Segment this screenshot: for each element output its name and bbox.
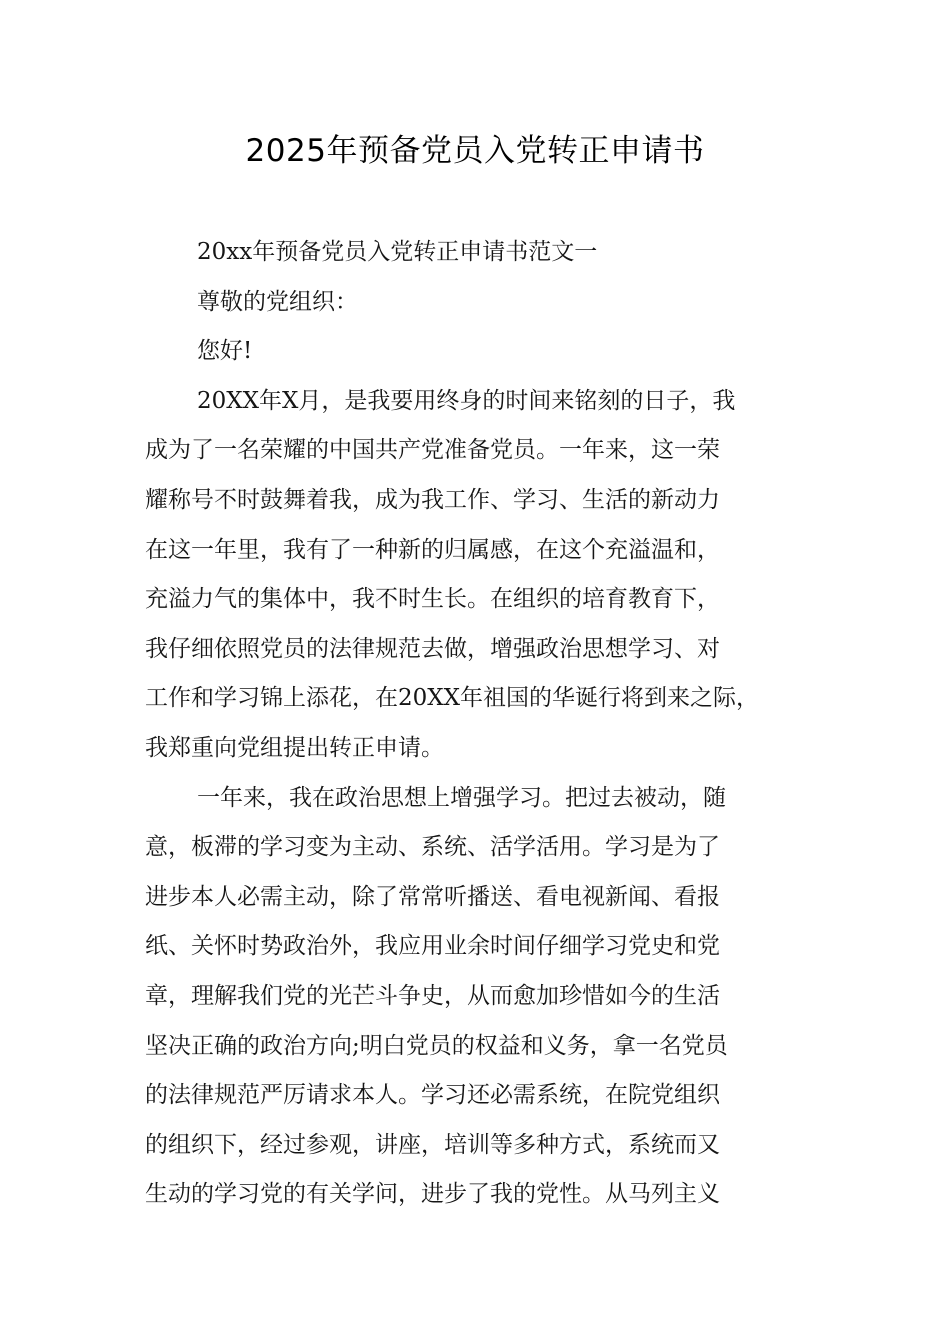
text-line: 充溢力气的集体中，我不时生长。在组织的培育教育下， (145, 586, 720, 613)
text-line: 20xx年预备党员入党转正申请书范文一 (197, 239, 598, 265)
text-line: 耀称号不时鼓舞着我，成为我工作、学习、生活的新动力 (145, 486, 720, 513)
text-line: 纸、关怀时势政治外，我应用业余时间仔细学习党史和党 (145, 933, 720, 960)
text-line: 在这一年里，我有了一种新的归属感，在这个充溢温和， (145, 536, 720, 563)
text-line: 工作和学习锦上添花，在20XX年祖国的华诞行将到来之际， (145, 685, 760, 712)
document-body (145, 228, 825, 1220)
text-line: 20XX年X月，是我要用终身的时间来铭刻的日子，我 (197, 387, 736, 414)
text-line: 我仔细依照党员的法律规范去做，增强政治思想学习、对 (145, 635, 720, 662)
text-line: 进步本人必需主动，除了常常听播送、看电视新闻、看报 (145, 883, 720, 910)
text-line: 章，理解我们党的光芒斗争史，从而愈加珍惜如今的生活 (145, 982, 720, 1009)
text-line: 坚决正确的政治方向;明白党员的权益和义务，拿一名党员 (145, 1032, 728, 1059)
text-line: 一年来，我在政治思想上增强学习。把过去被动，随 (197, 784, 726, 811)
text-line: 意，板滞的学习变为主动、系统、活学活用。学习是为了 (145, 834, 720, 861)
text-line: 生动的学习党的有关学问，进步了我的党性。从马列主义 (145, 1181, 720, 1208)
text-line: 您好! (197, 338, 253, 365)
text-line: 成为了一名荣耀的中国共产党准备党员。一年来，这一荣 (145, 437, 720, 464)
text-line: 我郑重向党组提出转正申请。 (145, 734, 444, 761)
text-line: 的组织下，经过参观，讲座，培训等多种方式，系统而又 (145, 1131, 720, 1158)
document-title: 2025年预备党员入党转正申请书 (245, 133, 705, 169)
text-line: 的法律规范严厉请求本人。学习还必需系统，在院党组织 (145, 1082, 720, 1109)
text-line: 尊敬的党组织： (197, 288, 358, 315)
